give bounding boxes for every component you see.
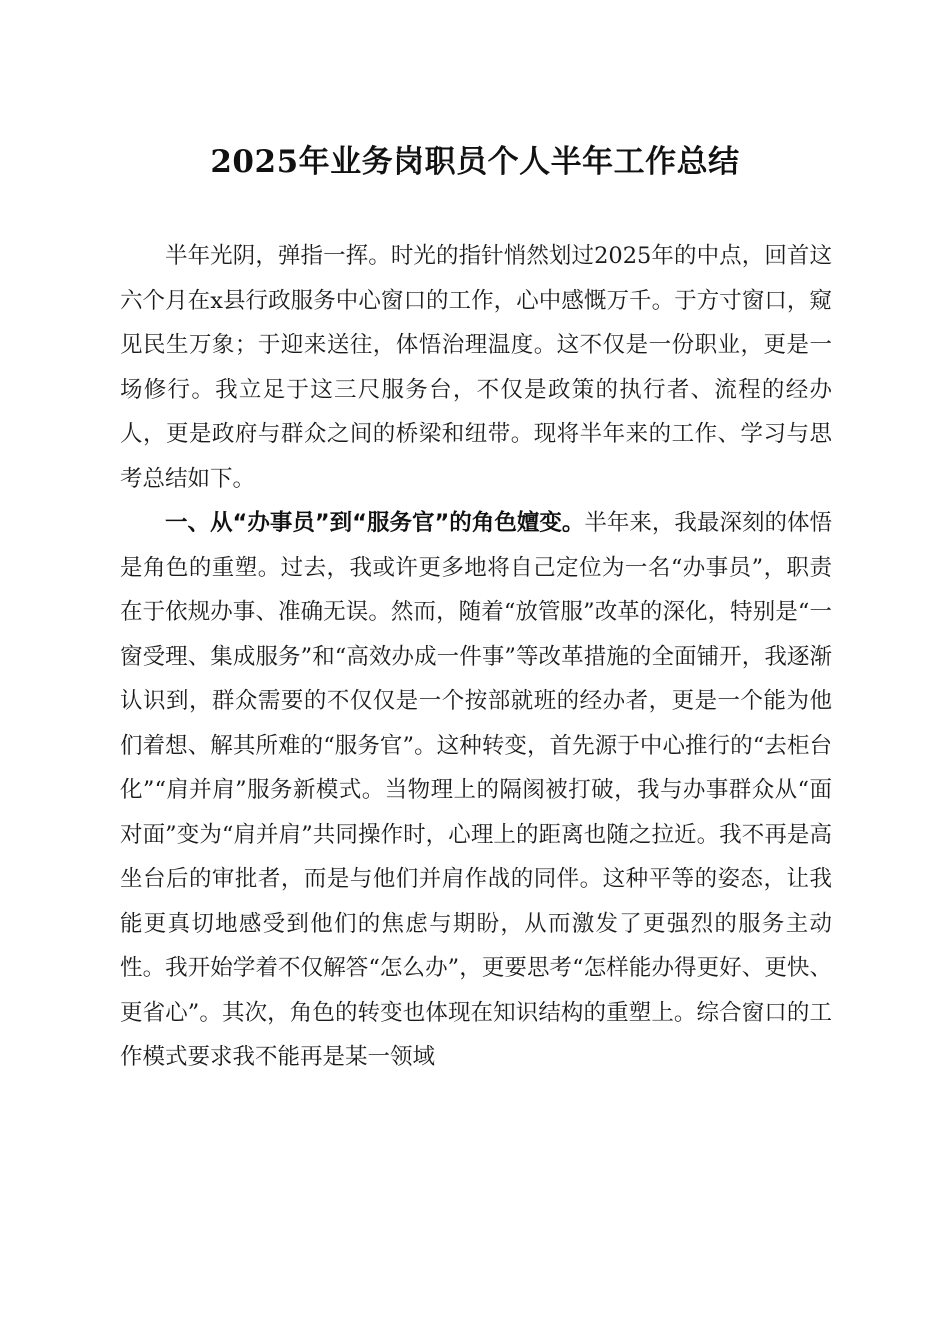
section-1-text: 半年来，我最深刻的体悟是角色的重塑。过去，我或许更多地将自己定位为一名“办事员”，职责在于依规办事、准确无误。然而，随着“放管服”改革的深化，特别是“一窗受理、集成服务”和“高效办成一件事”等改革措施的全面铺开，我逐渐认识到，群众需要的不仅仅是一个按部就班的经办者，更是一个能为他们着想、解其所难的“服务官”。这种转变，首先源于中心推行的“去柜台化”“肩并肩”服务新模式。当物理上的隔阂被打破，我与办事群众从“面对面”变为“肩并肩”共同操作时，心理上的距离也随之拉近。我不再是高坐台后的审批者，而是与他们并肩作战的同伴。这种平等的姿态，让我能更真切地感受到他们的焦虑与期盼，从而激发了更强烈的服务主动性。我开始学着不仅解答“怎么办”，更要思考“怎样能办得更好、更快、更省心”。其次，角色的转变也体现在知识结构的重塑上。综合窗口的工作模式要求我不能再是某一领域: [120, 510, 832, 1070]
paragraph-section-1: [120, 501, 832, 1080]
document-body: [120, 234, 832, 1080]
document-title: 2025年业务岗职员个人半年工作总结: [210, 144, 740, 180]
paragraph-intro-text: 半年光阴，弹指一挥。时光的指针悄然划过2025年的中点，回首这六个月在x县行政服务中心窗口的工作，心中感慨万千。于方寸窗口，窥见民生万象；于迎来送往，体悟治理温度。这不仅是一份职业，更是一场修行。我立足于这三尺服务台，不仅是政策的执行者、流程的经办人，更是政府与群众之间的桥梁和纽带。现将半年来的工作、学习与思考总结如下。: [120, 243, 832, 492]
paragraph-intro: [120, 234, 832, 501]
section-1-heading: 一、从“办事员”到“服务官”的角色嬗变。: [165, 510, 585, 536]
